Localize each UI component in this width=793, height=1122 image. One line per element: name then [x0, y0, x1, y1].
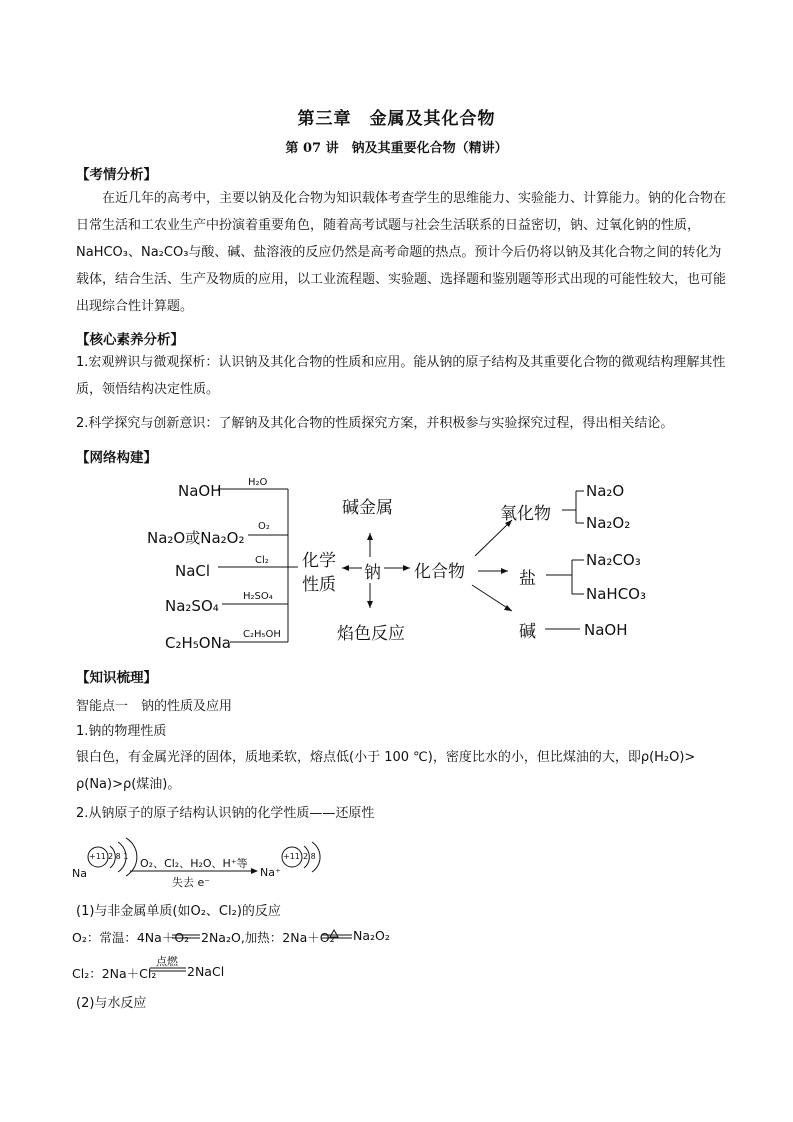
ion-nucleus-label: +11	[283, 852, 300, 861]
compound: 化合物	[414, 562, 465, 582]
cl2-condition: 点燃	[156, 955, 178, 968]
alkali-metal: 碱金属	[342, 498, 393, 518]
ion-label: Na⁺	[260, 866, 281, 879]
base: 碱	[519, 622, 536, 642]
oxide-na2o2: Na₂O₂	[586, 514, 631, 532]
chem-prop-1: 化学	[302, 551, 336, 571]
exam-analysis-paragraph: 在近几年的高考中，主要以钠及化合物为知识载体考查学生的思维能力、实验能力、计算能力。钠的化合物在日常生活和工农业生产中扮演着重要角色，随着高考试题与社会生活联系的日益密切，钠、过氧化钠的性质，NaHCO₃、Na₂CO₃与酸、碱、盐溶液的反应仍然是高考命题的热点。预计今后仍将以钠及其化合物之间的转化为载体，结合生活、生产及物质的应用，以工业流程题、实验题、选择题和鉴别题等形式出现的可能性较大，也可能出现综合性计算题。	[76, 191, 727, 314]
center-sodium: 钠	[364, 563, 381, 583]
arrow-top-label: O₂、Cl₂、H₂O、H⁺等	[140, 857, 248, 870]
chapter-title: 第三章 金属及其化合物	[297, 109, 496, 129]
reagent-c2h5oh: C₂H₅OH	[243, 629, 281, 640]
reagent-cl2: Cl₂	[255, 555, 269, 566]
atom-na-label: Na	[72, 867, 87, 880]
base-naoh: NaOH	[584, 621, 628, 639]
sub1-title: 1.钠的物理性质	[76, 724, 167, 739]
o2-mid: 2Na₂O,加热：2Na＋O₂	[201, 930, 335, 945]
reagent-h2o: H₂O	[248, 477, 268, 488]
o2-end: Na₂O₂	[353, 928, 390, 943]
lecture-title: 第 07 讲 钠及其重要化合物（精讲）	[285, 141, 508, 156]
product-c2h5ona: C₂H₅ONa	[165, 634, 231, 652]
chem-prop-2: 性质	[302, 575, 336, 595]
core-literacy-item2-text: 2.科学探究与创新意识：了解钠及其化合物的性质探究方案，并积极参与实验探究过程，得出相关结论。	[76, 416, 674, 431]
atom-shells-label: 2 8 1	[108, 852, 129, 861]
atom-nucleus-label: +11	[89, 852, 106, 861]
sub2-title: 2.从钠原子的原子结构认识钠的化学性质——还原性	[76, 806, 375, 821]
product-nacl: NaCl	[175, 562, 211, 580]
oxide-na2o: Na₂O	[586, 482, 625, 500]
knowledge-heading: 【知识梳理】	[76, 670, 157, 686]
arrow-bottom-label: 失去 e⁻	[172, 876, 211, 889]
flame-reaction: 焰色反应	[337, 624, 405, 644]
o2-prefix: O₂：常温：4Na＋O₂	[72, 930, 190, 945]
physical-line-1: 银白色，有金属光泽的固体，质地柔软，熔点低(小于 100 ℃)，密度比水的小，但比煤油的大，即ρ(H₂O)>	[76, 750, 696, 765]
reaction2-title: (2)与水反应	[76, 996, 147, 1011]
oxide: 氧化物	[500, 504, 551, 524]
product-naoh: NaOH	[178, 482, 222, 500]
salt-nahco3: NaHCO₃	[586, 585, 646, 603]
network-heading: 【网络构建】	[76, 450, 157, 466]
salt-na2co3: Na₂CO₃	[586, 551, 641, 569]
salt: 盐	[519, 569, 536, 589]
product-na2so4: Na₂SO₄	[165, 597, 219, 615]
reaction1-title: (1)与非金属单质(如O₂、Cl₂)的反应	[76, 904, 281, 919]
exam-analysis-heading: 【考情分析】	[76, 167, 157, 183]
cl2-prefix: Cl₂：2Na＋Cl₂	[72, 966, 157, 981]
product-na2o: Na₂O或Na₂O₂	[147, 529, 245, 547]
reagent-o2: O₂	[258, 521, 270, 532]
core-literacy-item1-text: 1.宏观辨识与微观探析：认识钠及其化合物的性质和应用。能从钠的原子结构及其重要化合物的微观结构理解其性质，领悟结构决定性质。	[76, 355, 726, 397]
ion-shells-label: 2 8	[303, 852, 316, 861]
cl2-end: 2NaCl	[187, 964, 225, 979]
point1-title: 智能点一 钠的性质及应用	[76, 699, 233, 714]
reagent-h2so4: H₂SO₄	[243, 591, 273, 602]
core-literacy-heading: 【核心素养分析】	[76, 332, 184, 348]
physical-line-2: ρ(Na)>ρ(煤油)。	[76, 777, 181, 792]
